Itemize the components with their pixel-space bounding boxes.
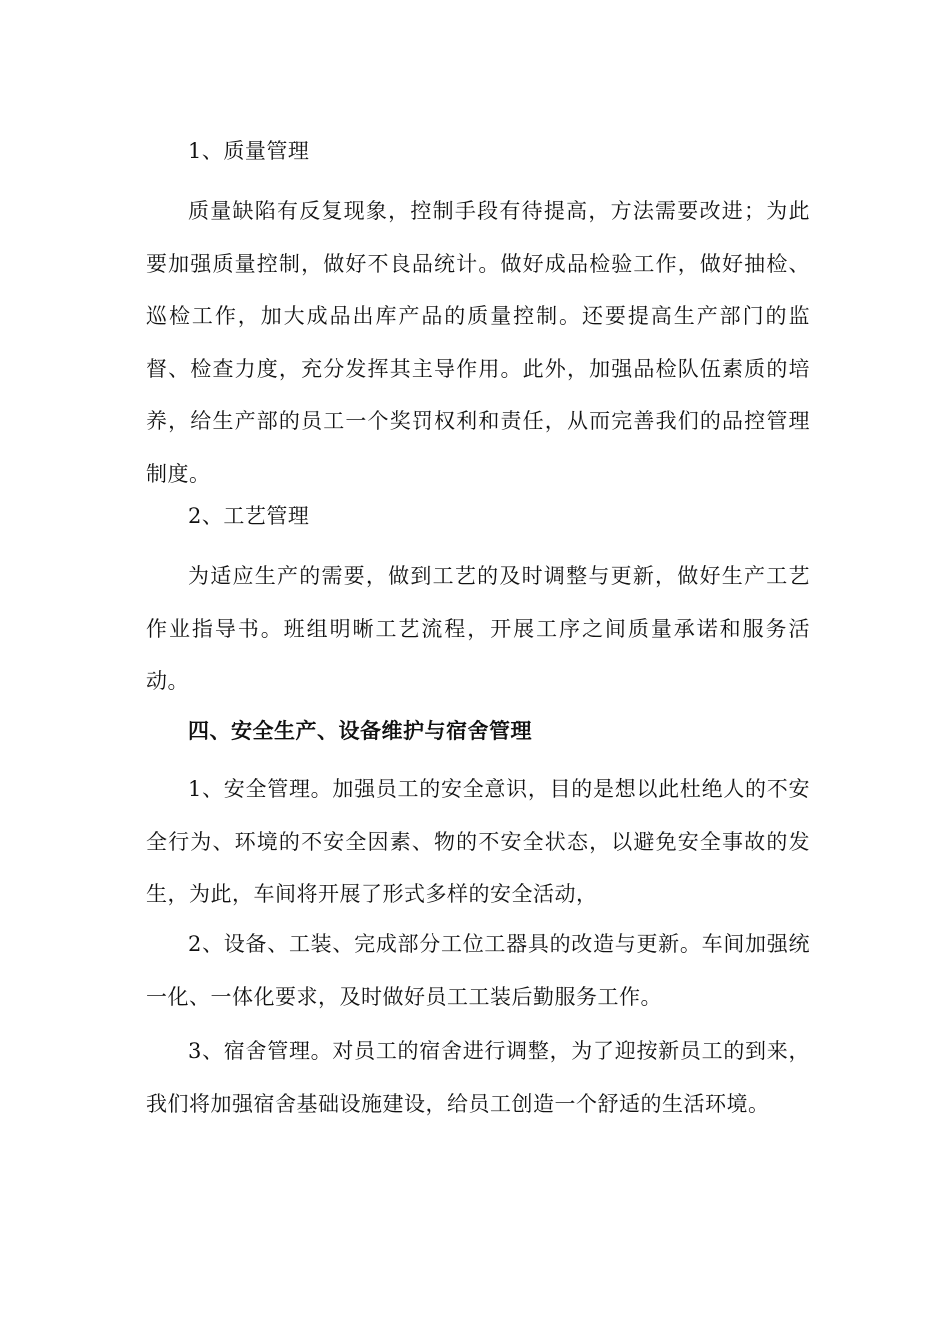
paragraph-quality: 质量缺陷有反复现象，控制手段有待提高，方法需要改进；为此要加强质量控制，做好不良品统计。做好成品检验工作，做好抽检、巡检工作，加大成品出库产品的质量控制。还要提高生产部门的监督、检查力度，充分发挥其主导作用。此外，加强品检队伍素质的培养，给生产部的员工一个奖罚权利和责任，从而完善我们的品控管理制度。	[146, 199, 810, 486]
paragraph-safety-management: 1、安全管理。加强员工的安全意识，目的是想以此杜绝人的不安全行为、环境的不安全因素、物的不安全状态，以避免安全事故的发生，为此，车间将开展了形式多样的安全活动，	[146, 777, 810, 906]
paragraph-process: 为适应生产的需要，做到工艺的及时调整与更新，做好生产工艺作业指导书。班组明晰工艺流程，开展工序之间质量承诺和服务活动。	[146, 564, 810, 693]
section-heading-process: 2、工艺管理	[188, 504, 310, 528]
paragraph-equipment: 2、设备、工装、完成部分工位工器具的改造与更新。车间加强统一化、一体化要求，及时做好员工工装后勤服务工作。	[146, 932, 810, 1009]
chapter-heading-safety: 四、安全生产、设备维护与宿舍管理	[188, 718, 532, 743]
section-heading-quality: 1、质量管理	[188, 139, 310, 163]
paragraph-dormitory: 3、宿舍管理。对员工的宿舍进行调整，为了迎按新员工的到来，我们将加强宿舍基础设施建设，给员工创造一个舒适的生活环境。	[146, 1039, 810, 1116]
